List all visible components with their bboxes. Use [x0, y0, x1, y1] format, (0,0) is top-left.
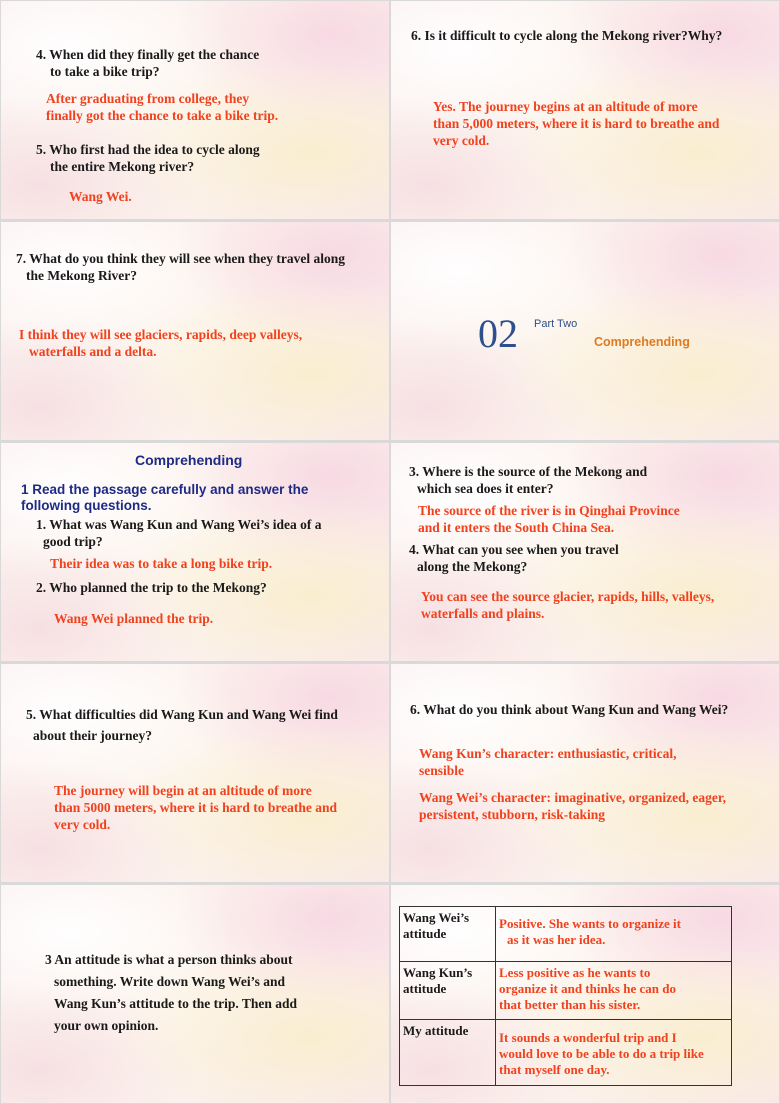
- question-6: 6. What do you think about Wang Kun and Wang Wei?: [410, 702, 729, 717]
- answer-3: The source of the river is in Qinghai Province and it enters the South China Sea.: [418, 503, 680, 535]
- row-label: My attitude: [400, 1020, 496, 1086]
- row-label: Wang Kun’s attitude: [400, 962, 496, 1020]
- answer-2: Wang Wei planned the trip.: [54, 611, 214, 626]
- question-5: 5. What difficulties did Wang Kun and Wang Wei find about their journey?: [26, 707, 338, 743]
- section-number: 02: [478, 311, 518, 356]
- slide-6: [391, 443, 779, 661]
- table-row: [400, 962, 732, 1020]
- section-title: Comprehending: [594, 335, 690, 349]
- answer-4: After graduating from college, they finally got the chance to take a bike trip.: [46, 91, 279, 123]
- question-5: 5. Who first had the idea to cycle along the entire Mekong river?: [36, 142, 260, 174]
- answer-6: Yes. The journey begins at an altitude of more than 5,000 meters, where it is hard to breathe and very cold.: [433, 99, 720, 148]
- question-4: 4. What can you see when you travel along the Mekong?: [409, 542, 619, 574]
- question-6: 6. Is it difficult to cycle along the Mekong river?Why?: [411, 28, 723, 43]
- table-row: [400, 907, 732, 962]
- slide-9: [1, 885, 389, 1103]
- question-7: 7. What do you think they will see when they travel along the Mekong River?: [16, 251, 346, 283]
- slide-10: [391, 885, 779, 1103]
- part-label: Part Two: [534, 318, 578, 330]
- question-2: 2. Who planned the trip to the Mekong?: [36, 580, 267, 595]
- question-4: 4. When did they finally get the chance to take a bike trip?: [36, 47, 260, 79]
- answer-5: Wang Wei.: [69, 189, 132, 204]
- answer-4: You can see the source glacier, rapids, hills, valleys, waterfalls and plains.: [421, 589, 715, 621]
- answer-wang-kun: Wang Kun’s character: enthusiastic, critical, sensible: [419, 746, 677, 778]
- row-value: Less positive as he wants to organize it and thinks he can do that better than his sister.: [496, 962, 732, 1020]
- table-row: [400, 1020, 732, 1086]
- slide-4: [391, 222, 779, 440]
- question-1: 1. What was Wang Kun and Wang Wei’s idea of a good trip?: [36, 517, 322, 549]
- row-value: Positive. She wants to organize it as it was her idea.: [496, 907, 732, 962]
- slide-5: [1, 443, 389, 661]
- attitude-table: [399, 906, 732, 1086]
- question-3: 3. Where is the source of the Mekong and which sea does it enter?: [409, 464, 648, 496]
- slide-2: [391, 1, 779, 219]
- slide-8: [391, 664, 779, 882]
- answer-1: Their idea was to take a long bike trip.: [50, 556, 273, 571]
- answer-wang-wei: Wang Wei’s character: imaginative, organized, eager, persistent, stubborn, risk-taking: [419, 790, 726, 822]
- slide-1: [1, 1, 389, 219]
- slide-7: [1, 664, 389, 882]
- row-label: Wang Wei’s attitude: [400, 907, 496, 962]
- answer-5: The journey will begin at an altitude of more than 5000 meters, where it is hard to breathe and very cold.: [54, 783, 337, 832]
- task-3: 3 An attitude is what a person thinks about something. Write down Wang Wei’s and Wang Kun’s attitude to the trip. Then add your own opinion.: [45, 952, 298, 1033]
- row-value: It sounds a wonderful trip and I would love to be able to do a trip like that myself one day.: [496, 1020, 732, 1086]
- answer-7: I think they will see glaciers, rapids, deep valleys, waterfalls and a delta.: [19, 327, 303, 359]
- slide-3: [1, 222, 389, 440]
- task-instruction: 1 Read the passage carefully and answer the following questions.: [21, 482, 309, 513]
- slide-title: Comprehending: [135, 452, 243, 468]
